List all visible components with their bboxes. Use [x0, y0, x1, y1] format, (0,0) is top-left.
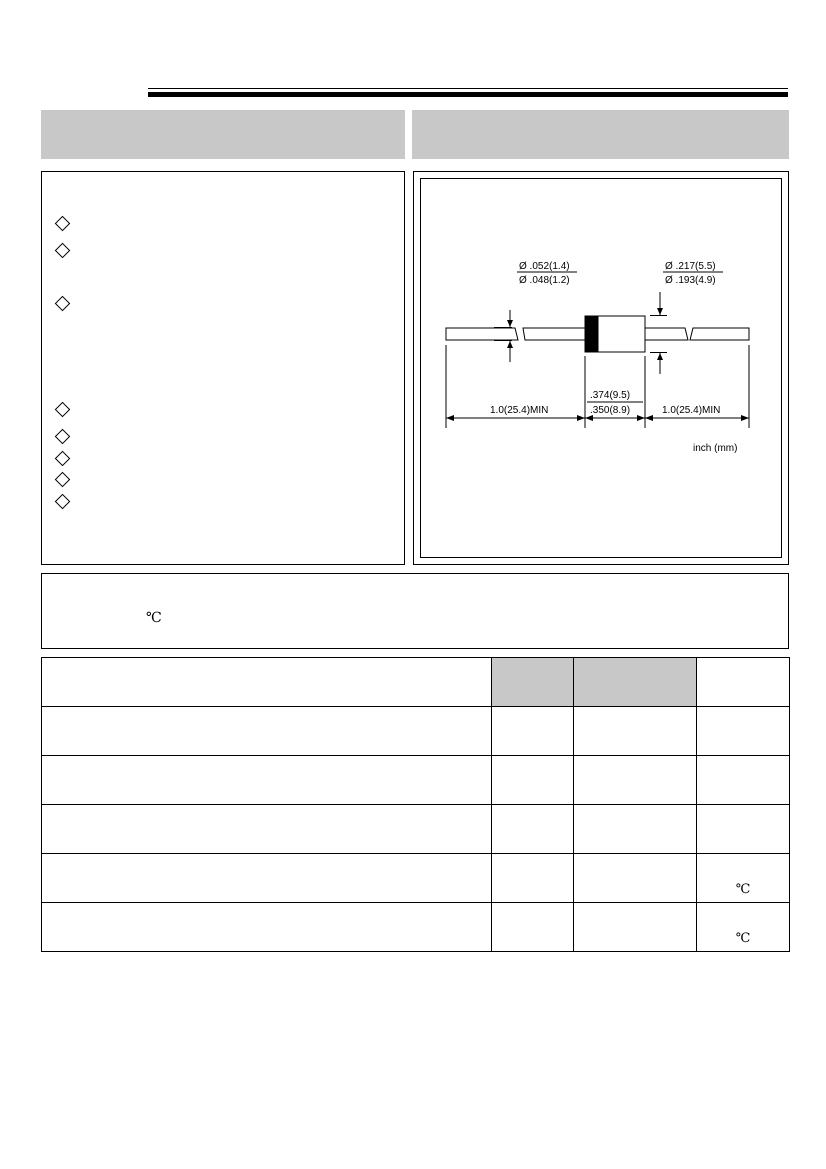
cell-parameter — [42, 854, 492, 903]
body-dia-min-label: Ø .193(4.9) — [665, 275, 716, 286]
cell-unit: ℃ — [697, 854, 790, 903]
table-row — [42, 854, 790, 903]
table-row — [42, 903, 790, 952]
cell-unit — [697, 707, 790, 756]
lead-len-right-label: 1.0(25.4)MIN — [662, 405, 721, 416]
body-len-min-label: .350(8.9) — [590, 405, 631, 416]
cell-symbol — [492, 756, 574, 805]
conditions-box — [41, 573, 789, 649]
cell-unit — [697, 805, 790, 854]
cell-symbol — [492, 903, 574, 952]
cell-symbol — [492, 805, 574, 854]
cell-value — [574, 854, 697, 903]
cell-symbol — [492, 707, 574, 756]
cell-parameter — [42, 805, 492, 854]
lead-dia-max-label: Ø .052(1.4) — [519, 261, 570, 272]
degree-celsius-symbol: ℃ — [146, 610, 162, 626]
cell-parameter — [42, 756, 492, 805]
table-header-row — [42, 658, 790, 707]
cell-value — [574, 756, 697, 805]
cell-value — [574, 805, 697, 854]
cell-symbol — [492, 854, 574, 903]
cell-parameter — [42, 903, 492, 952]
cell-unit — [697, 756, 790, 805]
header-cell-symbol — [492, 658, 574, 707]
cell-value — [574, 903, 697, 952]
table-row — [42, 756, 790, 805]
ratings-table — [41, 657, 790, 952]
header-cell-value — [574, 658, 697, 707]
cell-parameter — [42, 707, 492, 756]
lead-len-left-label: 1.0(25.4)MIN — [490, 405, 549, 416]
cell-unit: ℃ — [697, 903, 790, 952]
body-dia-max-label: Ø .217(5.5) — [665, 261, 716, 272]
header-cell-parameter — [42, 658, 492, 707]
table-row — [42, 805, 790, 854]
lead-dia-min-label: Ø .048(1.2) — [519, 275, 570, 286]
cell-value — [574, 707, 697, 756]
units-label: inch (mm) — [693, 443, 738, 454]
body-len-max-label: .374(9.5) — [590, 390, 631, 401]
table-row — [42, 707, 790, 756]
header-cell-unit — [697, 658, 790, 707]
